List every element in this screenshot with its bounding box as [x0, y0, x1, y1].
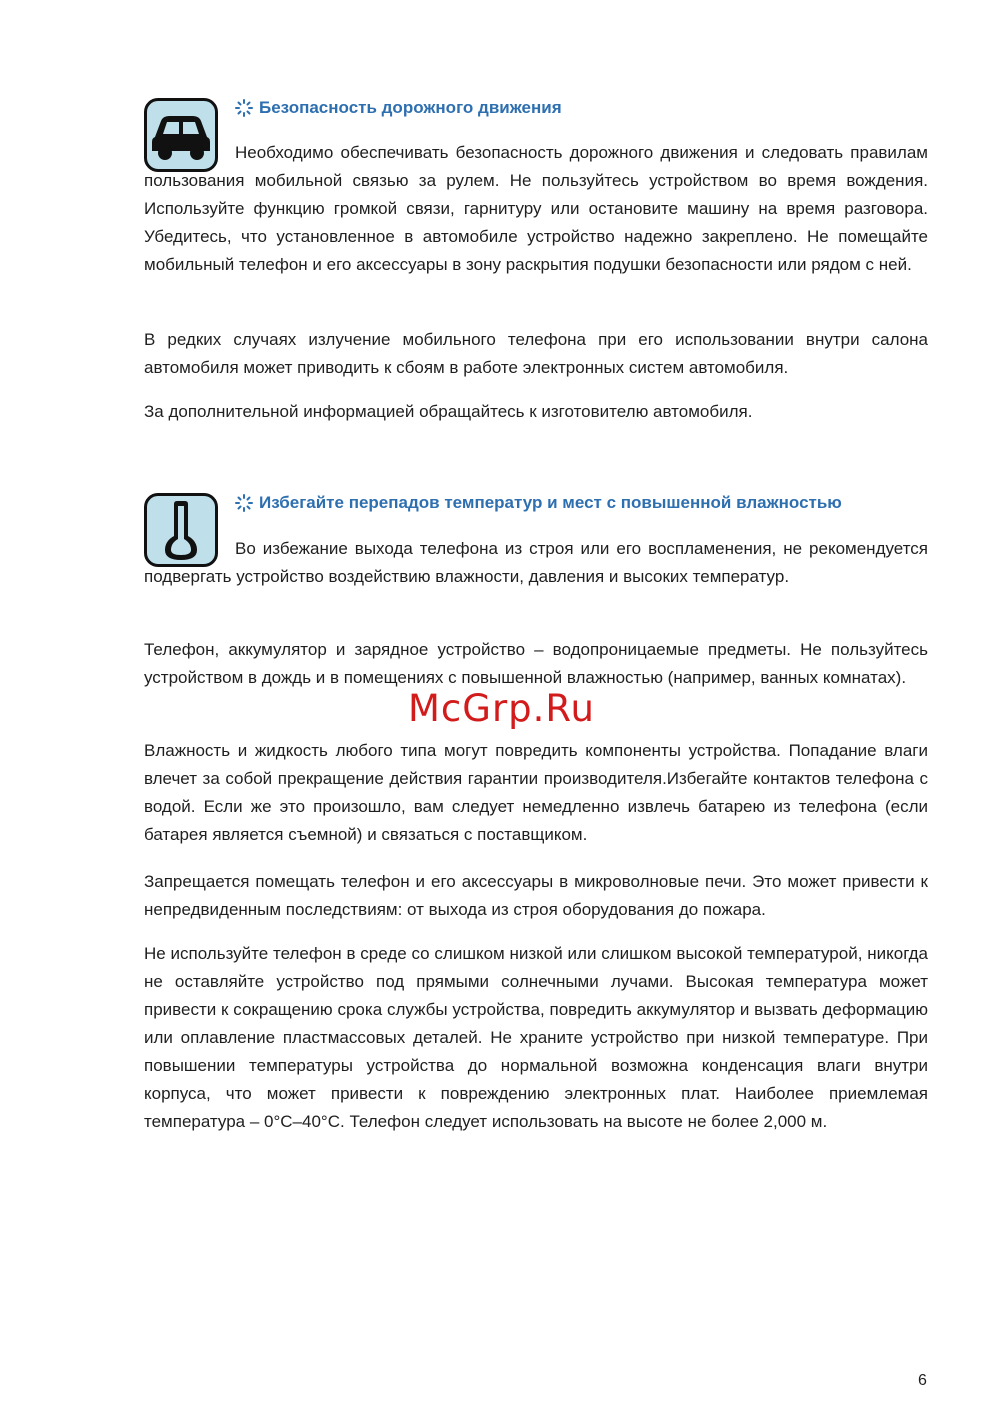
paragraph: Телефон, аккумулятор и зарядное устройство – водопроницаемые предметы. Не пользуйтесь устройством в дождь и в помещениях с повышенной влажностью (например, ванных комнатах). — [144, 640, 928, 687]
paragraph: Не используйте телефон в среде со слишком низкой или слишком высокой температурой, никогда не оставляйте устройство под прямыми солнечными лучами. Высокая температура может привести к сокращению срока службы устройства, повредить аккумулятор и вызвать деформацию или оплавление пластмассовых деталей. Не храните устройство при низкой температуре. При повышении температуры устройства до нормальной возможна конденсация влаги внутри корпуса, что может привести к повреждению электронных плат. Наиболее приемлемая температура – 0°C–40°C. Телефон следует использовать на высоте не более 2,000 м. — [144, 944, 928, 1131]
paragraph: Необходимо обеспечивать безопасность дорожного движения и следовать правилам пользования мобильной связью за рулем. Не пользуйтесь устройством во время вождения. Используйте функцию громкой связи, гарнитуру или остановите машину на время разговора. Убедитесь, что установленное в автомобиле устройство надежно закреплено. Не помещайте мобильный телефон и его аксессуары в зону раскрытия подушки безопасности или рядом с ней. — [144, 143, 928, 274]
watermark: McGrp.Ru — [408, 687, 595, 730]
paragraph: Запрещается помещать телефон и его аксессуары в микроволновые печи. Это может привести к непредвиденным последствиям: от выхода из строя оборудования до пожара. — [144, 872, 928, 919]
sparkle-icon — [234, 98, 254, 118]
page-number: 6 — [918, 1372, 927, 1389]
paragraph: Во избежание выхода телефона из строя или его воспламенения, не рекомендуется подвергать устройство воздействию влажности, давления и высоких температур. — [144, 539, 928, 586]
section-heading: Избегайте перепадов температур и мест с повышенной влажностью — [234, 493, 842, 513]
paragraph: За дополнительной информацией обращайтесь к изготовителю автомобиля. — [144, 402, 753, 421]
paragraph: В редких случаях излучение мобильного телефона при его использовании внутри салона автомобиля может приводить к сбоям в работе электронных систем автомобиля. — [144, 330, 928, 377]
sparkle-icon — [234, 493, 254, 513]
section-heading: Безопасность дорожного движения — [234, 98, 562, 118]
paragraph: Влажность и жидкость любого типа могут повредить компоненты устройства. Попадание влаги влечет за собой прекращение действия гарантии производителя.Избегайте контактов телефона с водой. Если же это произошло, вам следует немедленно извлечь батарею из телефона (если батарея является съемной) и связаться с поставщиком. — [144, 741, 928, 844]
